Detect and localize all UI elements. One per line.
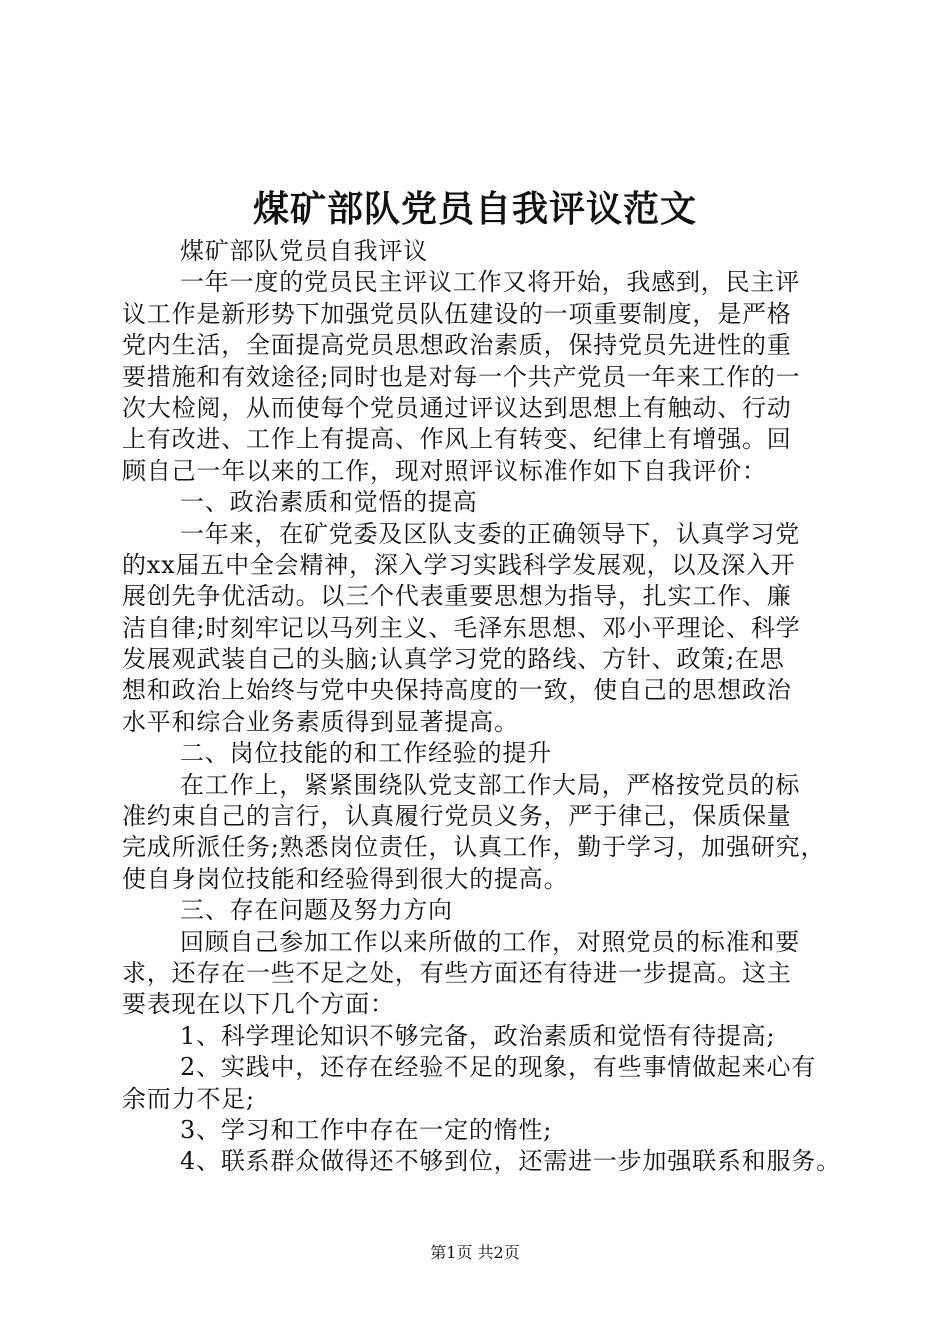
- body-text-line: 要措施和有效途径;同时也是对每一个共产党员一年来工作的一: [122, 362, 801, 391]
- body-text-line: 想和政治上始终与党中央保持高度的一致，使自己的思想政治: [122, 676, 792, 705]
- body-text-line: 在工作上，紧紧围绕队党支部工作大局，严格按党员的标: [180, 770, 800, 799]
- body-text-line: 洁自律;时刻牢记以马列主义、毛泽东思想、邓小平理论、科学: [122, 613, 801, 642]
- body-text-line: 使自身岗位技能和经验得到很大的提高。: [122, 864, 569, 893]
- body-text-line: 顾自己一年以来的工作，现对照评议标准作如下自我评价：: [122, 456, 767, 485]
- body-text-line: 上有改进、工作上有提高、作风上有转变、纪律上有增强。回: [122, 425, 792, 454]
- body-text-line: 求，还存在一些不足之处，有些方面还有待进一步提高。这主: [122, 958, 792, 987]
- body-text-line: 2、实践中，还存在经验不足的现象，有些事情做起来心有: [180, 1053, 817, 1082]
- body-text-line: 次大检阅，从而使每个党员通过评议达到思想上有触动、行动: [122, 393, 792, 422]
- body-text-line: 余而力不足;: [122, 1084, 255, 1113]
- document-body: [122, 236, 842, 1178]
- body-text-line: 党内生活，全面提高党员思想政治素质，保持党员先进性的重: [122, 331, 792, 360]
- body-text-line: 要表现在以下几个方面：: [122, 990, 395, 1019]
- body-text-line: 一、政治素质和觉悟的提高: [180, 488, 478, 517]
- body-text-line: 回顾自己参加工作以来所做的工作，对照党员的标准和要: [180, 927, 800, 956]
- body-text-line: 水平和综合业务素质得到显著提高。: [122, 707, 519, 736]
- body-text-line: 三、存在问题及努力方向: [180, 896, 453, 925]
- body-text-line: 议工作是新形势下加强党员队伍建设的一项重要制度，是严格: [122, 299, 792, 328]
- body-text-line: 准约束自己的言行，认真履行党员义务，严于律己，保质保量: [122, 802, 792, 831]
- body-text-line: 的xx届五中全会精神，深入学习实践科学发展观，以及深入开: [122, 550, 796, 579]
- body-text-line: 1、科学理论知识不够完备，政治素质和觉悟有待提高;: [180, 1021, 776, 1050]
- body-text-line: 完成所派任务;熟悉岗位责任，认真工作，勤于学习，加强研究，: [122, 833, 826, 862]
- body-text-line: 3、学习和工作中存在一定的惰性;: [180, 1115, 553, 1144]
- body-text-line: 发展观武装自己的头脑;认真学习党的路线、方针、政策;在思: [122, 645, 785, 674]
- page-footer: 第1页 共2页: [430, 1243, 520, 1262]
- body-text-line: 4、联系群众做得还不够到位，还需进一步加强联系和服务。: [180, 1147, 841, 1176]
- document-title: 煤矿部队党员自我评议范文: [252, 188, 697, 230]
- body-text-line: 煤矿部队党员自我评议: [180, 237, 428, 265]
- body-text-line: 一年来，在矿党委及区队支委的正确领导下，认真学习党: [180, 519, 800, 548]
- body-text-line: 展创先争优活动。以三个代表重要思想为指导，扎实工作、廉: [122, 582, 792, 611]
- body-text-line: 二、岗位技能的和工作经验的提升: [180, 739, 552, 768]
- body-text-line: 一年一度的党员民主评议工作又将开始，我感到，民主评: [180, 268, 800, 297]
